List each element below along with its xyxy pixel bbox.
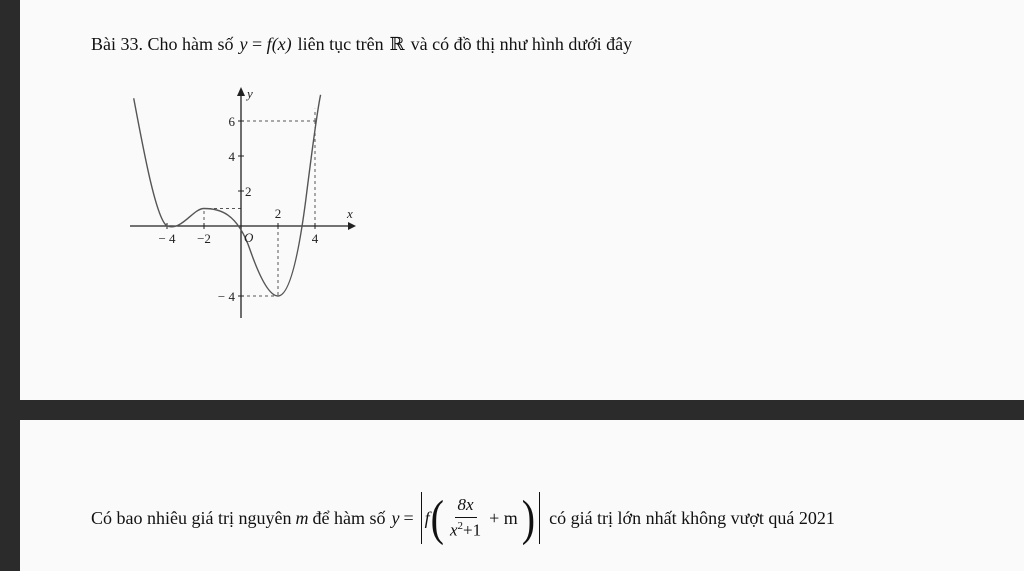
func-eq: = (252, 34, 263, 54)
page-bottom (20, 420, 1024, 571)
problem-text-after: và có đồ thị như hình dưới đây (410, 34, 633, 54)
den-base: x (449, 520, 458, 540)
formula-eq: = (403, 507, 414, 528)
question-text-mid: để hàm số (312, 507, 386, 528)
y-axis-arrow (237, 87, 245, 96)
question-statement (91, 489, 835, 546)
x-axis-arrow (348, 222, 356, 230)
problem-label: Bài 33. (91, 34, 143, 54)
func-arg: (x) (271, 34, 292, 54)
formula-f: f (424, 507, 430, 528)
tick-labels (158, 86, 353, 304)
formula-plus-m: + m (489, 507, 518, 528)
function-graph (108, 82, 368, 322)
function-curve (134, 95, 321, 296)
paren-right: ) (521, 489, 536, 546)
real-numbers-symbol: ℝ (389, 34, 405, 55)
x-tick-label: − 4 (158, 231, 176, 246)
x-tick-label: 4 (311, 231, 319, 246)
question-formula (391, 489, 543, 546)
y-tick-label: 4 (228, 149, 235, 164)
fraction-denominator (447, 518, 484, 541)
x-tick-label: −2 (197, 231, 211, 246)
abs-left (421, 492, 422, 544)
question-text-after: có giá trị lớn nhất không vượt quá 2021 (549, 507, 835, 528)
func-y: y (239, 34, 248, 54)
y-tick-label: 2 (245, 184, 252, 199)
page-separator (0, 400, 1024, 420)
origin-label: O (244, 230, 254, 245)
page-top (20, 0, 1024, 400)
axes (130, 87, 356, 318)
param-m: m (295, 507, 309, 528)
abs-right (539, 492, 540, 544)
problem-text-before: Cho hàm số (147, 34, 234, 54)
problem-statement (91, 34, 632, 55)
func-f: f (266, 34, 272, 54)
paren-left: ( (430, 489, 444, 546)
den-exp: 2 (457, 520, 463, 533)
formula-y: y (391, 507, 400, 528)
y-axis-label: y (247, 86, 253, 101)
y-tick-label: 6 (228, 114, 235, 129)
problem-text-mid: liên tục trên (297, 34, 384, 54)
x-axis-label: x (347, 206, 353, 221)
fraction (447, 495, 484, 541)
fraction-numerator: 8x (455, 495, 477, 518)
question-text-before: Có bao nhiêu giá trị nguyên (91, 507, 292, 528)
y-tick-label: − 4 (217, 289, 235, 304)
guide-lines (204, 109, 315, 296)
x-tick-label: 2 (274, 206, 282, 221)
function-notation (240, 34, 292, 55)
den-rest: +1 (463, 520, 482, 540)
